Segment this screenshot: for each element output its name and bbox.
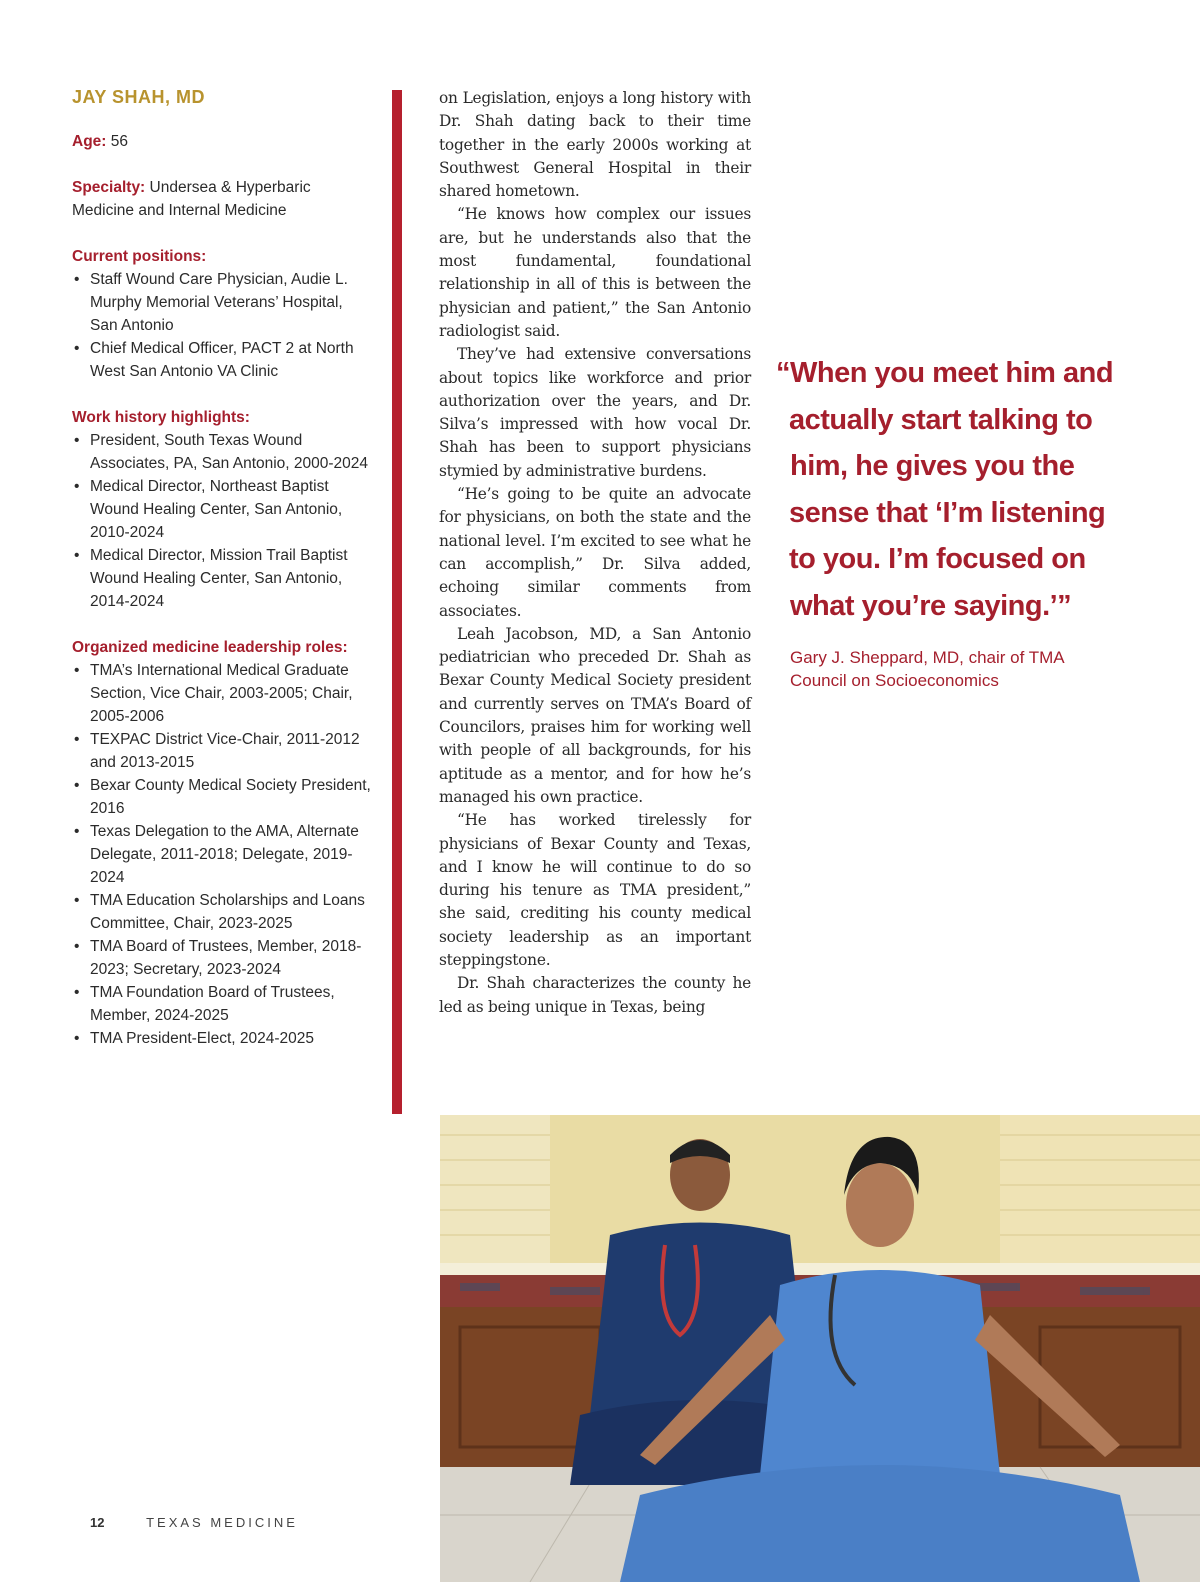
photo-woman-scrubs bbox=[760, 1270, 1000, 1475]
pull-quote-line: him, he gives you the bbox=[790, 450, 1075, 482]
article-paragraph: “He has worked tirelessly for physicians of Bexar County and Texas, and I know he will continue to do so during his tenure as TMA president,” she said, crediting his county medical society leadership as an important steppingstone. bbox=[439, 811, 751, 969]
page-footer bbox=[90, 1515, 298, 1530]
magazine-title: TEXAS MEDICINE bbox=[146, 1515, 298, 1530]
pull-quote-attribution: Gary J. Sheppard, MD, chair of TMA Council on Socioeconomics bbox=[790, 648, 1064, 690]
profile-name: JAY SHAH, MD bbox=[72, 87, 206, 107]
photo-illustration bbox=[440, 1115, 1200, 1582]
photo-woman-legs bbox=[620, 1465, 1140, 1582]
photo-sill bbox=[440, 1263, 1200, 1275]
pull-quote-line: “When you meet him and bbox=[776, 357, 1114, 389]
article-paragraph: Leah Jacobson, MD, a San Antonio pediatrician who preceded Dr. Shah as Bexar County Medical Society president and currently serves on TMA’s Board of Councilors, praises him for working well with people of all backgrounds, for his aptitude as a mentor, and for how he’s managed his own practice. bbox=[439, 624, 751, 806]
specialty-label: Specialty: bbox=[72, 179, 146, 196]
photo-window-left bbox=[440, 1115, 550, 1265]
article-paragraph: They’ve had extensive conversations about topics like workforce and prior authorization over the years, and Dr. Silva’s impressed with how vocal Dr. Shah has been to support physicians stymied by administrative burdens. bbox=[439, 345, 751, 480]
list-item: • Texas Delegation to the AMA, Alternate Delegate, 2011-2018; Delegate, 2019-2024 bbox=[72, 820, 372, 889]
sidebar-divider-bar bbox=[392, 90, 402, 1114]
pull-quote-line: actually start talking to bbox=[789, 403, 1093, 436]
age-value: 56 bbox=[110, 133, 129, 150]
pull-quote bbox=[776, 350, 1114, 629]
article-paragraph: on Legislation, enjoys a long history with Dr. Shah dating back to their time together in the early 2000s working at Southwest General Hospital in their shared hometown. bbox=[439, 89, 751, 201]
work-history-list bbox=[72, 429, 372, 613]
list-item: • TMA President-Elect, 2024-2025 bbox=[72, 1027, 372, 1050]
list-item: • Bexar County Medical Society President, 2016 bbox=[72, 774, 372, 820]
page-number: 12 bbox=[90, 1515, 105, 1530]
list-item: • TMA Foundation Board of Trustees, Member, 2024-2025 bbox=[72, 981, 372, 1027]
age-label: Age: bbox=[72, 133, 107, 150]
pull-quote-line: what you’re saying.’” bbox=[790, 589, 1072, 622]
age-field bbox=[72, 130, 372, 153]
article-paragraph: Dr. Shah characterizes the county he led as being unique in Texas, being bbox=[439, 974, 751, 1016]
list-item: • TMA Education Scholarships and Loans Committee, Chair, 2023-2025 bbox=[72, 889, 372, 935]
current-positions-label: Current positions: bbox=[72, 248, 207, 265]
article-paragraph: “He’s going to be quite an advocate for physicians, on both the state and the national level. I’m excited to see what he can accomplish,” Dr. Silva added, echoing similar comments from associates. bbox=[439, 485, 751, 620]
article-body bbox=[439, 87, 751, 1019]
work-history-label: Work history highlights: bbox=[72, 409, 250, 426]
list-item: • Staff Wound Care Physician, Audie L. Murphy Memorial Veterans’ Hospital, San Antonio bbox=[72, 268, 372, 337]
list-item: • Medical Director, Northeast Baptist Wound Healing Center, San Antonio, 2010-2024 bbox=[72, 475, 372, 544]
list-item: • TMA’s International Medical Graduate Section, Vice Chair, 2003-2005; Chair, 2005-2006 bbox=[72, 659, 372, 728]
current-positions-list bbox=[72, 268, 372, 383]
specialty-field bbox=[72, 176, 372, 222]
pull-quote-line: sense that ‘I’m listening bbox=[789, 496, 1106, 529]
specialty-value: Undersea & Hyperbaric Medicine and Internal Medicine bbox=[72, 179, 311, 219]
leadership-label: Organized medicine leadership roles: bbox=[72, 639, 348, 656]
photo-woman-head bbox=[846, 1163, 914, 1247]
pull-quote-line: to you. I’m focused on bbox=[789, 543, 1086, 575]
list-item: • President, South Texas Wound Associates, PA, San Antonio, 2000-2024 bbox=[72, 429, 372, 475]
profile-sidebar bbox=[72, 84, 372, 1073]
list-item: • TMA Board of Trustees, Member, 2018-2023; Secretary, 2023-2024 bbox=[72, 935, 372, 981]
photo-window-right bbox=[1000, 1115, 1200, 1265]
meditation-photo bbox=[440, 1115, 1200, 1582]
list-item: • Medical Director, Mission Trail Baptist Wound Healing Center, San Antonio, 2014-2024 bbox=[72, 544, 372, 613]
list-item: • Chief Medical Officer, PACT 2 at North West San Antonio VA Clinic bbox=[72, 337, 372, 383]
article-paragraph: “He knows how complex our issues are, but he understands also that the most fundamental, foundational relationship in all of this is between the physician and patient,” the San Antonio radiologist said. bbox=[439, 205, 751, 340]
leadership-list bbox=[72, 659, 372, 1050]
list-item: • TEXPAC District Vice-Chair, 2011-2012 and 2013-2015 bbox=[72, 728, 372, 774]
